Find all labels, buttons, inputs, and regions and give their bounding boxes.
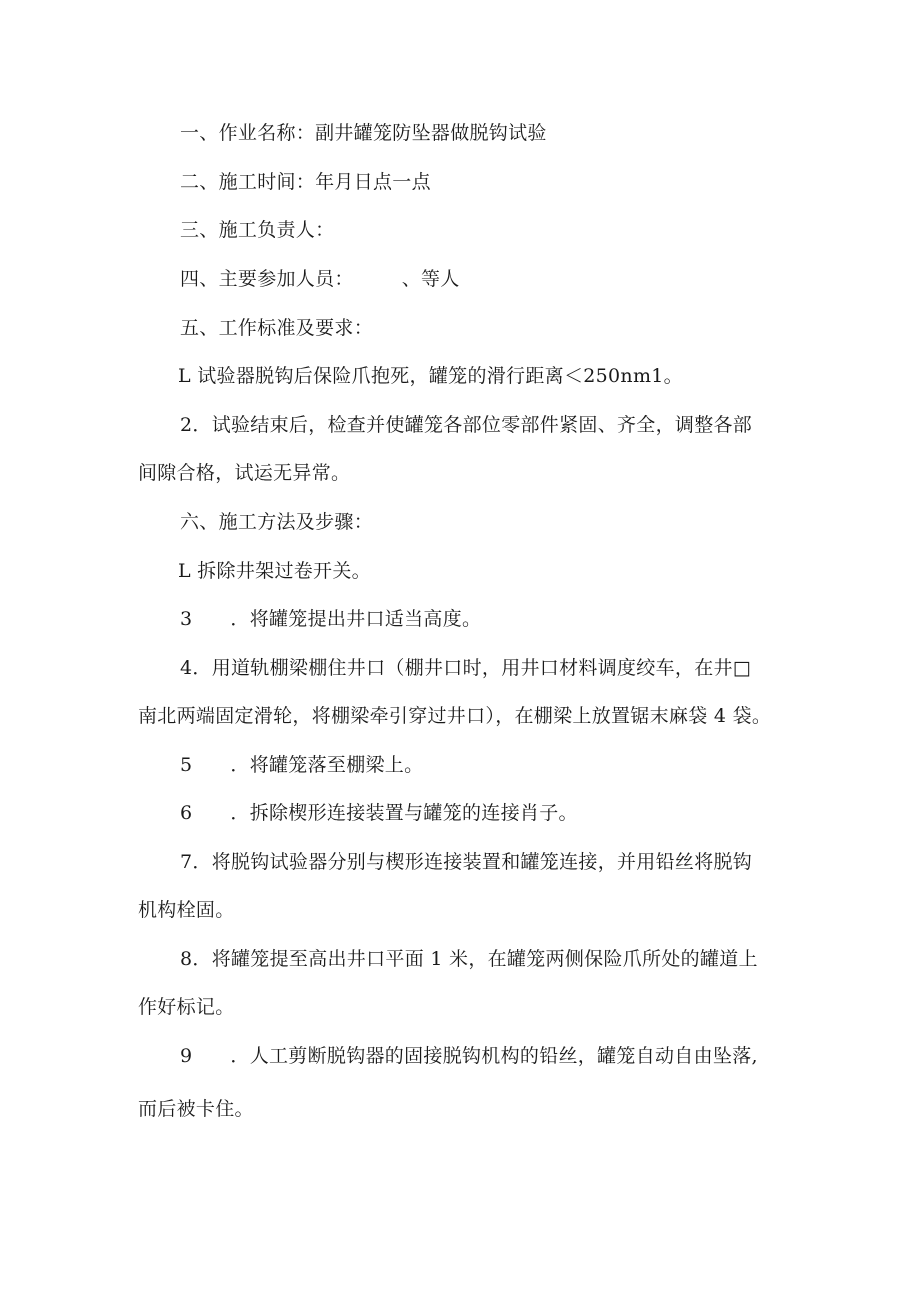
section-5-standards: 五、工作标准及要求： xyxy=(180,317,374,339)
step-3-text: ．将罐笼提出井口适当高度。 xyxy=(230,608,482,630)
section-6-methods: 六、施工方法及步骤： xyxy=(180,511,374,533)
section-1-job-name: 一、作业名称：副井罐笼防坠器做脱钩试验 xyxy=(180,122,547,144)
step-5 xyxy=(180,753,423,777)
section-4-participants xyxy=(180,267,460,291)
step-6 xyxy=(180,801,578,825)
step-5-number: 5 xyxy=(180,754,193,776)
step-8-line-2: 作好标记。 xyxy=(138,996,235,1018)
requirement-2-line-1 xyxy=(180,413,752,437)
step-4-line-1 xyxy=(180,656,751,680)
step-7-line-2: 机构栓固。 xyxy=(138,899,235,921)
step-7-line-1 xyxy=(180,850,752,874)
step-9-line-2: 而后被卡住。 xyxy=(138,1098,254,1120)
participants-suffix: 、等人 xyxy=(401,268,460,290)
step-6-number: 6 xyxy=(180,802,193,824)
step-7-number: 7 xyxy=(180,851,193,873)
step-5-text: ．将罐笼落至棚梁上。 xyxy=(230,754,424,776)
step-8-line-1 xyxy=(180,947,758,971)
step-6-text: ．拆除楔形连接装置与罐笼的连接肖子。 xyxy=(230,802,578,824)
requirement-2-line-2: 间隙合格，试运无异常。 xyxy=(138,462,351,484)
step-8-number: 8 xyxy=(180,948,193,970)
step-8-text: ．将罐笼提至高出井口平面 1 米，在罐笼两侧保险爪所处的罐道上 xyxy=(192,948,758,970)
section-3-person-in-charge: 三、施工负责人： xyxy=(180,219,335,241)
step-4-line-2: 南北两端固定滑轮，将棚梁牵引穿过井口），在棚梁上放置锯末麻袋 4 袋。 xyxy=(138,705,772,727)
requirement-1: L 试验器脱钩后保险爪抱死，罐笼的滑行距离＜250nm1。 xyxy=(178,365,683,387)
step-4-number: 4 xyxy=(180,657,193,679)
step-9-number: 9 xyxy=(180,1045,193,1067)
step-3-number: 3 xyxy=(180,608,193,630)
step-1: L 拆除井架过卷开关。 xyxy=(178,560,371,582)
participants-label: 四、主要参加人员： xyxy=(180,268,354,290)
step-9-line-1 xyxy=(180,1044,758,1068)
step-3 xyxy=(180,607,481,631)
step-7-text: ．将脱钩试验器分别与楔形连接装置和罐笼连接，并用铅丝将脱钩 xyxy=(192,851,753,873)
step-4-text: ．用道轨棚梁棚住井口（棚井口时，用井口材料调度绞车，在井□ xyxy=(192,657,752,679)
step-9-text: ．人工剪断脱钩器的固接脱钩机构的铅丝，罐笼自动自由坠落, xyxy=(230,1045,758,1067)
requirement-2-number: 2 xyxy=(180,414,193,436)
section-2-construction-time: 二、施工时间：年月日点一点 xyxy=(180,171,431,193)
requirement-2-text: ．试验结束后，检查并使罐笼各部位零部件紧固、齐全，调整各部 xyxy=(192,414,753,436)
